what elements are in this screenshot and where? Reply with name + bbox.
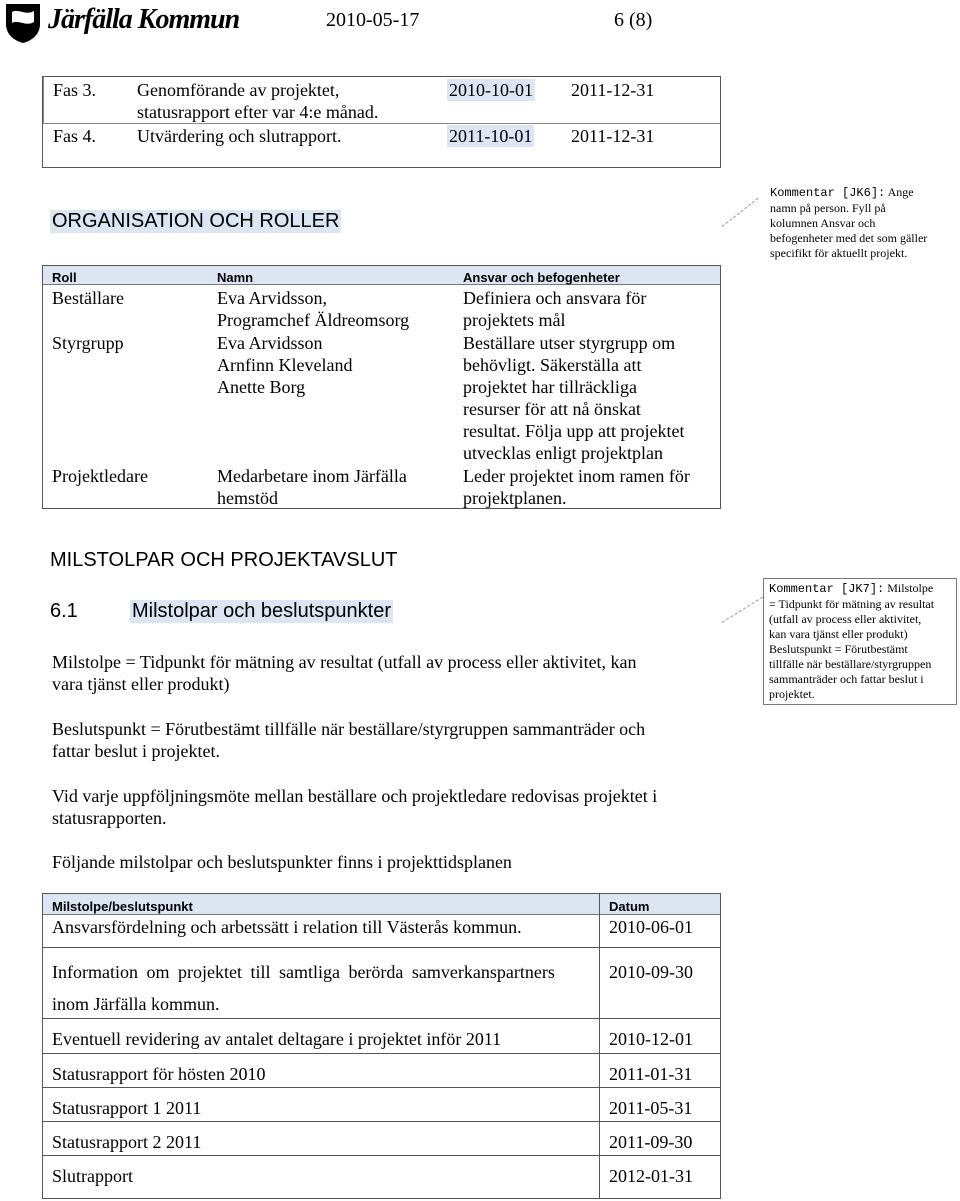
- responsibility-line: resurser för att nå önskat: [463, 399, 641, 419]
- comment-leader-line: [722, 597, 763, 623]
- phase-desc-line: Genomförande av projektet,: [137, 80, 340, 100]
- role-name: Projektledare: [52, 466, 148, 486]
- milestone-item: Statusrapport för hösten 2010: [52, 1064, 266, 1084]
- organisation-heading: ORGANISATION OCH ROLLER: [52, 210, 340, 232]
- comment-text: Milstolpe: [887, 581, 934, 595]
- comment-text: Beslutspunkt = Förutbestämt: [769, 642, 908, 656]
- role-name: Beställare: [52, 288, 124, 308]
- comment-text: specifikt för aktuellt projekt.: [770, 246, 908, 260]
- row-divider: [43, 1053, 720, 1054]
- comment-tag: Kommentar [JK6]:: [770, 186, 886, 200]
- col-divider: [43, 77, 44, 124]
- comment-text: (utfall av process eller aktivitet,: [769, 612, 922, 626]
- municipality-seal-icon: [4, 2, 42, 44]
- comment-text: namn på person. Fyll på: [770, 201, 886, 215]
- milestone-item: Ansvarsfördelning och arbetssätt i relation till Västerås kommun.: [52, 917, 522, 937]
- milestone-date: 2011-01-31: [609, 1064, 693, 1084]
- paragraph-line: Beslutspunkt = Förutbestämt tillfälle när beställare/styrgruppen sammanträder och: [52, 719, 646, 739]
- paragraph-beslutspunkt: [52, 718, 645, 762]
- page-number: 6 (8): [614, 9, 653, 31]
- comment-text: = Tidpunkt för mätning av resultat: [769, 597, 935, 611]
- milestone-date: 2010-09-30: [609, 962, 693, 982]
- row-divider: [43, 1155, 720, 1156]
- responsibility-line: utvecklas enligt projektplan: [463, 443, 663, 463]
- milestone-item: Eventuell revidering av antalet deltagare i projektet inför 2011: [52, 1029, 502, 1049]
- row-divider: [43, 1087, 720, 1088]
- phase-table: [42, 76, 721, 168]
- comment-leader-line: [722, 198, 759, 227]
- col-header-namn: Namn: [217, 270, 254, 285]
- col-header-roll: Roll: [52, 270, 77, 285]
- milestone-item: Information om projektet till samtliga berörda samverkanspartners: [52, 962, 555, 982]
- col-header-ansvar: Ansvar och befogenheter: [463, 270, 620, 285]
- milestone-date: 2010-12-01: [609, 1029, 693, 1049]
- person-line: Eva Arvidsson,: [217, 288, 327, 308]
- milestone-table: [42, 893, 721, 1199]
- person-line: hemstöd: [217, 488, 278, 508]
- responsibility-line: projektplanen.: [463, 488, 567, 508]
- milestone-item: Slutrapport: [52, 1166, 133, 1186]
- comment-text: kan vara tjänst eller produkt): [769, 627, 908, 641]
- comment-tag: Kommentar [JK7]:: [769, 582, 885, 596]
- person-line: Anette Borg: [217, 377, 306, 397]
- milestone-date: 2011-09-30: [609, 1132, 693, 1152]
- milestone-date: 2010-06-01: [609, 917, 693, 937]
- phase-label: Fas 4.: [53, 126, 97, 146]
- responsibility-line: Leder projektet inom ramen för: [463, 466, 690, 486]
- col-header-date: Datum: [609, 899, 650, 914]
- phase-desc-line: Utvärdering och slutrapport.: [137, 126, 342, 146]
- person-line: Eva Arvidsson: [217, 333, 323, 353]
- responsibility-line: projektets mål: [463, 310, 566, 330]
- milestones-heading: MILSTOLPAR OCH PROJEKTAVSLUT: [50, 549, 398, 571]
- subsection-title: Milstolpar och beslutspunkter: [132, 600, 392, 622]
- col-header-milestone: Milstolpe/beslutspunkt: [52, 899, 193, 914]
- paragraph-intro: [52, 851, 512, 873]
- milestone-item: Statusrapport 1 2011: [52, 1098, 202, 1118]
- responsibility-line: Definiera och ansvara för: [463, 288, 647, 308]
- comment-jk6[interactable]: [765, 183, 957, 265]
- row-divider: [43, 1121, 720, 1122]
- comment-text: kolumnen Ansvar och: [770, 216, 876, 230]
- comment-jk7[interactable]: [763, 578, 957, 705]
- row-divider: [43, 947, 720, 948]
- responsibility-line: behövligt. Säkerställa att: [463, 355, 642, 375]
- responsibility-line: resultat. Följa upp att projektet: [463, 421, 685, 441]
- phase-end-date: 2011-12-31: [571, 126, 655, 146]
- phase-start-date: 2011-10-01: [449, 126, 533, 146]
- milestone-date: 2012-01-31: [609, 1166, 693, 1186]
- phase-start-date: 2010-10-01: [449, 80, 533, 100]
- phase-desc-line: statusrapport efter var 4:e månad.: [137, 102, 379, 122]
- document-date: 2010-05-17: [326, 9, 420, 31]
- subsection-number: 6.1: [50, 600, 78, 622]
- comment-text: Ange: [887, 185, 914, 199]
- person-line: Medarbetare inom Järfälla: [217, 466, 407, 486]
- person-line: Programchef Äldreomsorg: [217, 310, 410, 330]
- phase-label: Fas 3.: [53, 80, 97, 100]
- comment-text: projektet.: [769, 687, 815, 701]
- role-name: Styrgrupp: [52, 333, 124, 353]
- comment-text: sammanträder och fattar beslut i: [769, 672, 924, 686]
- paragraph-uppfoljning: [52, 785, 657, 829]
- milestone-date: 2011-05-31: [609, 1098, 693, 1118]
- milestone-item: inom Järfälla kommun.: [52, 994, 220, 1014]
- paragraph-milstolpe: [52, 651, 637, 695]
- paragraph-line: Följande milstolpar och beslutspunkter finns i projekttidsplanen: [52, 852, 512, 872]
- phase-end-date: 2011-12-31: [571, 80, 655, 100]
- milestone-item: Statusrapport 2 2011: [52, 1132, 202, 1152]
- responsibility-line: projektet har tillräckliga: [463, 377, 637, 397]
- paragraph-line: Vid varje uppföljningsmöte mellan beställare och projektledare redovisas projektet i: [52, 786, 658, 806]
- role-table: [42, 265, 721, 509]
- col-divider: [599, 894, 600, 1198]
- comment-text: tillfälle när beställare/styrgruppen: [769, 657, 932, 671]
- paragraph-line: statusrapporten.: [52, 808, 167, 828]
- row-divider: [43, 1018, 720, 1019]
- municipality-logo: Järfälla Kommun: [48, 4, 240, 35]
- row-divider: [43, 123, 720, 124]
- paragraph-line: Milstolpe = Tidpunkt för mätning av resultat (utfall av process eller aktivitet, kan: [52, 652, 637, 672]
- comment-text: befogenheter med det som gäller: [770, 231, 928, 245]
- person-line: Arnfinn Kleveland: [217, 355, 353, 375]
- responsibility-line: Beställare utser styrgrupp om: [463, 333, 676, 353]
- paragraph-line: fattar beslut i projektet.: [52, 741, 220, 761]
- paragraph-line: vara tjänst eller produkt): [52, 674, 230, 694]
